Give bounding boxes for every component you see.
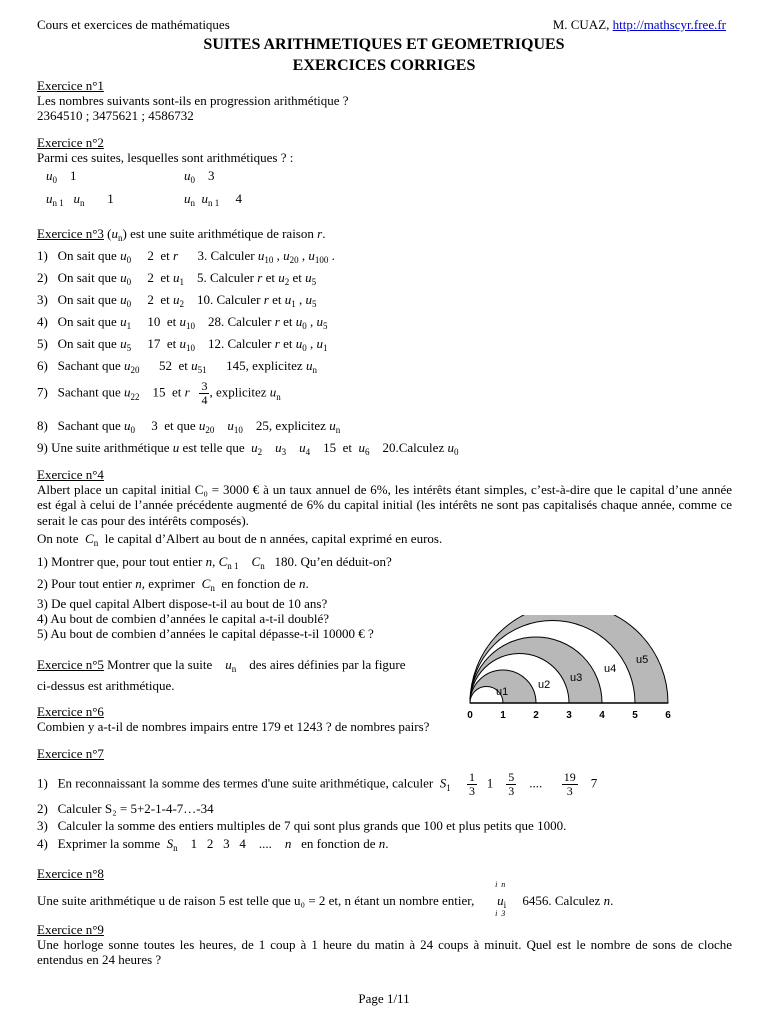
ex4-q1: 1) Montrer que, pour tout entier n, $C_{n 1}$ $C_n$ 180. Qu’en déduit-on? — [37, 554, 392, 571]
ex2-a-first: $u_0$ 1 — [46, 168, 77, 185]
ex2-label: Exercice n°2 — [37, 135, 104, 150]
ex4-paragraph: Albert place un capital initial C₀ = 3000 € à un taux annuel de 6%, les intérêts étant simples, c’est-à-dire que le capital d’une année est égal à celui de l’année précédente augmenté de 6% du capital initial (les intérêts ne sont pas capitalisés chaque année, comme ce serait le cas pour des intérêts composés). — [37, 482, 732, 528]
axis-label-3: 3 — [566, 710, 572, 721]
ex3-item-7: 7) Sachant que $u_{22}$ 15 et r $\frac{3}{4}$ , explicitez $u_n$ — [37, 379, 281, 408]
ex4-note: On note $C_n$ le capital d’Albert au bout de n années, capital exprimé en euros. — [37, 531, 443, 548]
ex4-q4: 4) Au bout de combien d’années le capital a-t-il doublé? — [37, 611, 330, 626]
ex4-q2: 2) Pour tout entier n, exprimer $C_n$ en fonction de n. — [37, 576, 309, 593]
header-left: Cours et exercices de mathématiques — [37, 17, 230, 32]
ex5-line2: ci-dessus est arithmétique. — [37, 678, 175, 693]
region-label-u3: u3 — [570, 672, 583, 684]
semicircle-figure — [460, 615, 685, 725]
ex1-question: Les nombres suivants sont-ils en progression arithmétique ? — [37, 93, 349, 108]
ex3-item-5: 5) On sait que $u_5$ 17 et $u_{10}$ 12. Calculer r et $u_0$ , $u_1$ — [37, 336, 328, 353]
region-label-u2: u2 — [538, 679, 551, 691]
axis-label-6: 6 — [665, 710, 671, 721]
ex7-q2: 2) Calculer S₂ = 5+2-1-4-7…-34 — [37, 801, 214, 816]
ex1-label: Exercice n°1 — [37, 78, 104, 93]
ex3-header: Exercice n°3 $(u_n)$ est une suite arithmétique de raison r. — [37, 226, 326, 243]
axis-label-4: 4 — [599, 710, 605, 721]
page-number: Page 1/11 — [358, 991, 410, 1006]
axis-label-1: 1 — [500, 710, 506, 721]
axis-labels — [467, 710, 671, 721]
ex2-a-rec: $u_{n 1}$ $u_n$ 1 — [46, 191, 114, 208]
ex4-label: Exercice n°4 — [37, 467, 104, 482]
ex3-item-4: 4) On sait que $u_1$ 10 et $u_{10}$ 28. Calculer r et $u_0$ , $u_5$ — [37, 314, 328, 331]
header-right — [553, 17, 726, 32]
region-label-u1: u1 — [496, 686, 509, 698]
ex1-numbers: 2364510 ; 3475621 ; 4586732 — [37, 108, 194, 123]
axis-label-5: 5 — [632, 710, 638, 721]
ex6-label: Exercice n°6 — [37, 704, 104, 719]
header-url-link[interactable]: http://mathscyr.free.fr — [612, 17, 726, 32]
region-label-u5: u5 — [636, 654, 649, 666]
ex7-label: Exercice n°7 — [37, 746, 104, 761]
ex2-b-first: $u_0$ 3 — [184, 168, 215, 185]
header-author: M. CUAZ, — [552, 17, 610, 32]
ex3-item-1: 1) On sait que $u_0$ 2 et r 3. Calculer $u_{10}$ , $u_{20}$ , $u_{100}$ . — [37, 248, 335, 265]
ex2-question: Parmi ces suites, lesquelles sont arithmétiques ? : — [37, 150, 294, 165]
ex4-q5: 5) Au bout de combien d’années le capital dépasse-t-il 10000 € ? — [37, 626, 374, 641]
ex9-text: Une horloge sonne toutes les heures, de 1 coup à 1 heure du matin à 24 coups à minuit. Quel est le nombre de sons de cloche entendus en 24 heures ? — [37, 937, 732, 968]
ex3-item-2: 2) On sait que $u_0$ 2 et $u_1$ 5. Calculer r et $u_2$ et $u_5$ — [37, 270, 317, 287]
ex3-item-3: 3) On sait que $u_0$ 2 et $u_2$ 10. Calculer r et $u_1$ , $u_5$ — [37, 292, 317, 309]
ex8-text: Une suite arithmétique u de raison 5 est telle que u₀ = 2 et, n étant un nombre entier, i n $u_i$ i 3 6456. Calculez n. — [37, 880, 614, 918]
ex9-label: Exercice n°9 — [37, 922, 104, 937]
ex3-item-9: 9) Une suite arithmétique u est telle que $u_2$ $u_3$ $u_4$ 15 et $u_6$ 20.Calculez $u_0$ — [37, 440, 459, 457]
axis-label-0: 0 — [467, 710, 473, 721]
ex7-q4: 4) Exprimer la somme $S_n$ 1 2 3 4 .... n en fonction de n. — [37, 836, 389, 853]
title-line1: SUITES ARITHMETIQUES ET GEOMETRIQUES — [203, 36, 565, 53]
axis-label-2: 2 — [533, 710, 539, 721]
ex4-q3: 3) De quel capital Albert dispose-t-il au bout de 10 ans? — [37, 596, 328, 611]
region-label-u4: u4 — [604, 663, 617, 675]
title-line2: EXERCICES CORRIGES — [292, 57, 476, 74]
ex5-line1: Exercice n°5 Montrer que la suite $u_n$ des aires définies par la figure — [37, 657, 406, 674]
ex2-b-rec: $u_n$ $u_{n 1}$ 4 — [184, 191, 242, 208]
ex7-q3: 3) Calculer la somme des entiers multiples de 7 qui sont plus grands que 100 et plus petits que 1000. — [37, 818, 567, 833]
ex3-item-8: 8) Sachant que $u_0$ 3 et que $u_{20}$ $u_{10}$ 25, explicitez $u_n$ — [37, 418, 341, 435]
ex7-q1: 1) En reconnaissant la somme des termes d'une suite arithmétique, calculer $S_1$ $\frac{1}{3}$ 1 $\frac{5}{3}$ .... $\frac{19}{3}$ 7 — [37, 770, 598, 799]
ex3-item-6: 6) Sachant que $u_{20}$ 52 et $u_{51}$ 145, explicitez $u_n$ — [37, 358, 317, 375]
ex8-label: Exercice n°8 — [37, 866, 104, 881]
ex6-text: Combien y a-t-il de nombres impairs entre 179 et 1243 ? de nombres pairs? — [37, 719, 430, 734]
